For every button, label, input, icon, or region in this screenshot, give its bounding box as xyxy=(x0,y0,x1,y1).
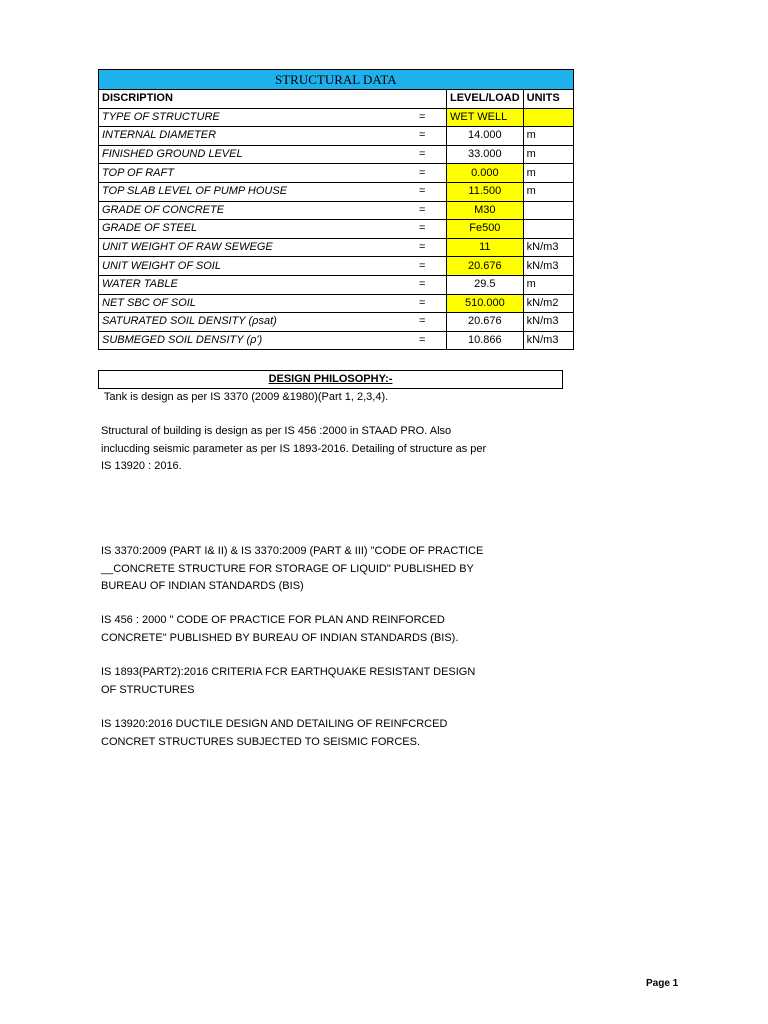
row-label: SATURATED SOIL DENSITY (ρsat) xyxy=(99,313,399,332)
row-value: 20.676 xyxy=(447,313,524,332)
code-reference-paragraph: IS 1893(PART2):2016 CRITERIA FCR EARTHQUAKE RESISTANT DESIGN OF STRUCTURES xyxy=(101,666,476,696)
row-unit: kN/m3 xyxy=(523,313,573,332)
row-label: WATER TABLE xyxy=(99,275,399,294)
table-row xyxy=(99,108,574,127)
page-number: Page 1 xyxy=(646,978,679,989)
row-label: INTERNAL DIAMETER xyxy=(99,127,399,146)
header-level-load: LEVEL/LOAD xyxy=(447,90,524,109)
row-value: 10.866 xyxy=(447,331,524,350)
row-equals: = xyxy=(399,127,447,146)
table-row xyxy=(99,220,574,239)
design-philosophy-heading: DESIGN PHILOSOPHY:- xyxy=(98,370,563,389)
table-row xyxy=(99,313,574,332)
table-row xyxy=(99,201,574,220)
table-row xyxy=(99,331,574,350)
row-label: NET SBC OF SOIL xyxy=(99,294,399,313)
row-label: FINISHED GROUND LEVEL xyxy=(99,145,399,164)
row-value: 11.500 xyxy=(447,182,524,201)
row-equals: = xyxy=(399,275,447,294)
row-label: TOP SLAB LEVEL OF PUMP HOUSE xyxy=(99,182,399,201)
header-units: UNITS xyxy=(523,90,573,109)
row-unit: m xyxy=(523,127,573,146)
table-row xyxy=(99,145,574,164)
row-label: GRADE OF CONCRETE xyxy=(99,201,399,220)
philosophy-paragraph: Tank is design as per IS 3370 (2009 &1980)(Part 1, 2,3,4). xyxy=(101,391,389,403)
philosophy-paragraph: Structural of building is design as per IS 456 :2000 in STAAD PRO. Also inclucding seismic parameter as per IS 1893-2016. Detailing of structure as per IS 13920 : 2016. xyxy=(101,425,487,472)
table-row xyxy=(99,257,574,276)
row-value: 11 xyxy=(447,238,524,257)
row-equals: = xyxy=(399,220,447,239)
table-row xyxy=(99,294,574,313)
row-unit: m xyxy=(523,164,573,183)
row-unit: kN/m3 xyxy=(523,238,573,257)
table-row xyxy=(99,182,574,201)
row-value: 20.676 xyxy=(447,257,524,276)
table-row xyxy=(99,238,574,257)
row-equals: = xyxy=(399,294,447,313)
row-unit xyxy=(523,108,573,127)
row-value: 14.000 xyxy=(447,127,524,146)
row-unit: kN/m3 xyxy=(523,331,573,350)
row-equals: = xyxy=(399,145,447,164)
row-equals: = xyxy=(399,313,447,332)
row-equals: = xyxy=(399,182,447,201)
table-title: STRUCTURAL DATA xyxy=(99,70,574,90)
table-row xyxy=(99,275,574,294)
row-value: 33.000 xyxy=(447,145,524,164)
table-title-row xyxy=(99,70,574,90)
table-header-row xyxy=(99,90,574,109)
row-equals: = xyxy=(399,331,447,350)
table-row xyxy=(99,164,574,183)
row-unit xyxy=(523,201,573,220)
code-reference-paragraph: IS 456 : 2000 " CODE OF PRACTICE FOR PLAN AND REINFORCED CONCRETE" PUBLISHED BY BUREAU OF INDIAN STANDARDS (BIS). xyxy=(101,614,459,644)
header-description: DISCRIPTION xyxy=(99,90,447,109)
row-unit: m xyxy=(523,182,573,201)
row-value: M30 xyxy=(447,201,524,220)
code-reference-paragraph: IS 3370:2009 (PART I& II) & IS 3370:2009 (PART & III) "CODE OF PRACTICE __CONCRETE STRUCTURE FOR STORAGE OF LIQUID" PUBLISHED BY BUREAU OF INDIAN STANDARDS (BIS) xyxy=(101,545,484,592)
row-equals: = xyxy=(399,164,447,183)
row-value: 29.5 xyxy=(447,275,524,294)
row-label: GRADE OF STEEL xyxy=(99,220,399,239)
row-unit: kN/m2 xyxy=(523,294,573,313)
table-row xyxy=(99,127,574,146)
row-label: TYPE OF STRUCTURE xyxy=(99,108,399,127)
structural-data-table xyxy=(98,69,574,350)
row-equals: = xyxy=(399,201,447,220)
row-unit xyxy=(523,220,573,239)
row-label: TOP OF RAFT xyxy=(99,164,399,183)
row-unit: m xyxy=(523,145,573,164)
row-unit: kN/m3 xyxy=(523,257,573,276)
row-label: UNIT WEIGHT OF RAW SEWEGE xyxy=(99,238,399,257)
row-equals: = xyxy=(399,238,447,257)
row-label: SUBMEGED SOIL DENSITY (ρ') xyxy=(99,331,399,350)
row-unit: m xyxy=(523,275,573,294)
row-equals: = xyxy=(399,108,447,127)
row-equals: = xyxy=(399,257,447,276)
row-value: Fe500 xyxy=(447,220,524,239)
row-value: 0.000 xyxy=(447,164,524,183)
row-label: UNIT WEIGHT OF SOIL xyxy=(99,257,399,276)
row-value: WET WELL xyxy=(447,108,524,127)
code-reference-paragraph: IS 13920:2016 DUCTILE DESIGN AND DETAILING OF REINFCRCED CONCRET STRUCTURES SUBJECTED TO SEISMIC FORCES. xyxy=(101,718,448,748)
row-value: 510.000 xyxy=(447,294,524,313)
